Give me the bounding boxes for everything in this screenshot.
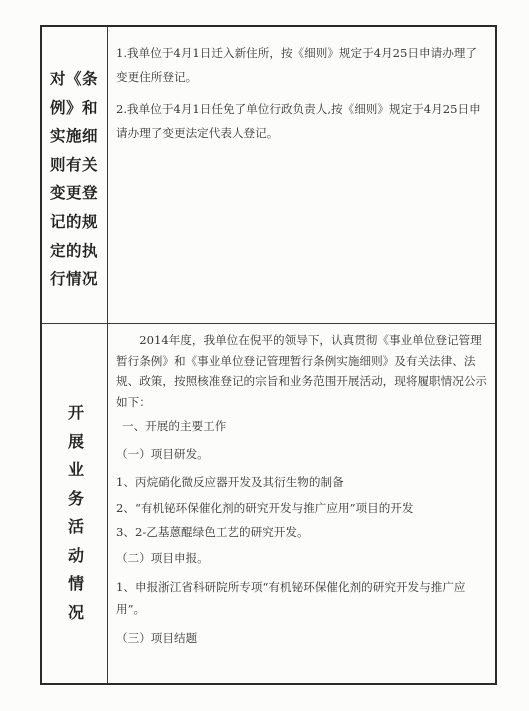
business-activities-content — [116, 330, 492, 652]
subsection-project-application: （二）项目申报。 — [116, 551, 209, 565]
registration-table — [40, 25, 497, 685]
row-divider — [42, 323, 495, 324]
change-registration-item-1: 1.我单位于4月1日迁入新住所，按《细则》规定于4月25日申请办理了变更住所登记。 — [116, 46, 477, 84]
subsection-project-rd: （一）项目研发。 — [116, 447, 209, 461]
subsection-project-closure: （三）项目结题 — [116, 631, 198, 645]
change-registration-content — [116, 41, 488, 153]
change-registration-item-2: 2.我单位于4月1日任免了单位行政负责人,按《细则》规定于4月25日申请办理了变更法定代表人登记。 — [116, 102, 481, 140]
project-item-3: 3、2-乙基蒽醌绿色工艺的研究开发。 — [116, 525, 309, 539]
row-label-business-activities: 开展业务活动情况 — [67, 403, 84, 622]
business-activities-intro: 2014年度，我单位在倪平的领导下，认真贯彻《事业单位登记管理暂行条例》和《事业单位登记管理暂行条例实施细则》及有关法律、法规、政策，按照核准登记的宗旨和业务范围开展活动，现将履职情况公示如下： — [116, 333, 488, 409]
project-item-2: 2、“有机铋环保催化剂的研究开发与推广应用”项目的开发 — [116, 501, 414, 515]
column-divider — [107, 27, 108, 683]
project-item-1: 1、丙烷硝化微反应器开发及其衍生物的制备 — [116, 475, 344, 489]
application-item-1: 1、申报浙江省科研院所专项“有机铋环保催化剂的研究开发与推广应用”。 — [116, 580, 466, 616]
row-label-change-registration: 对《条例》和实施细则有关变更登记的规定的执行情况 — [50, 70, 99, 289]
section-heading-main-work: 一、开展的主要工作 — [122, 419, 227, 433]
